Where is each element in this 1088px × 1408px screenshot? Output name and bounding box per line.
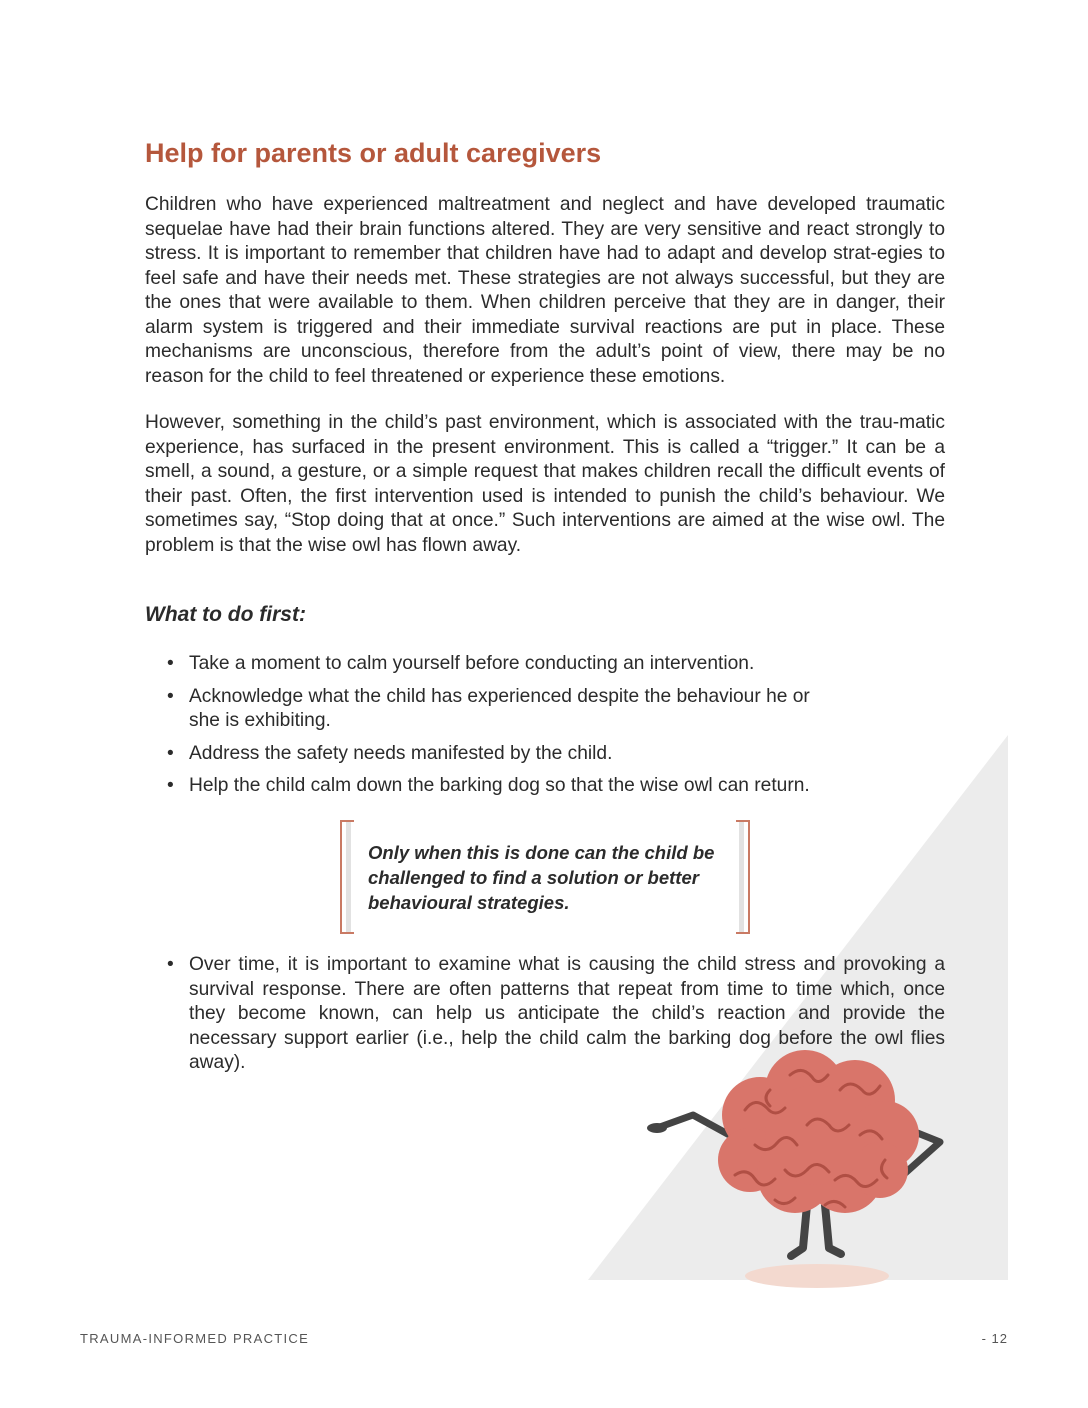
steps-list [163,652,953,807]
footer-title: TRAUMA-INFORMED PRACTICE [80,1331,310,1346]
floor-shadow [745,1264,889,1288]
callout-text: Only when this is done can the child be challenged to find a solution or better behavioural strategies. [368,842,715,913]
bullet-icon: • [167,954,174,975]
bracket-left-icon [340,820,354,934]
final-list [163,953,945,1076]
page-number: - 12 [981,1331,1008,1346]
list-item: • Help the child calm down the barking dog so that the wise owl can return. [163,774,953,799]
bullet-icon: • [167,775,174,796]
section-heading: Help for parents or adult caregivers [145,138,602,168]
bullet-icon: • [167,653,174,674]
list-item: • Acknowledge what the child has experienced despite the behaviour he or she is exhibiting. [167,685,810,731]
bullet-icon: • [167,685,174,707]
what-to-do-heading: What to do first: [145,603,306,626]
bracket-right-icon [736,820,750,934]
trigger-paragraph: However, something in the child’s past environment, which is associated with the trau-matic experience, has surfaced in the present environment. This is called a “trigger.” It can be a smell, a sound, a gesture, or a simple request that makes children recall the difficult events of their past. Often, the first intervention used is intended to punish the child’s behaviour. We sometimes say, “Stop doing that at once.” Such interventions are aimed at the wise owl. The problem is that the wise owl has flown away. [145,412,945,556]
intro-paragraph: Children who have experienced maltreatment and neglect and have developed traumatic sequelae have had their brain functions altered. They are very sensitive and react strongly to stress. It is important to remember that children have had to adapt and develop strat-egies to feel safe and have their needs met. These strategies are not always successful, but they are the ones that were available to them. When children perceive that they are in danger, their alarm system is triggered and their immediate survival reactions are put in place. These mechanisms are unconscious, therefore from the adult’s point of view, there may be no reason for the child to feel threatened or experience these emotions. [145,194,945,387]
bullet-icon: • [167,742,174,764]
callout-box [340,820,750,932]
list-item: • Over time, it is important to examine what is causing the child stress and provoking a survival response. There are often patterns that repeat from time to time which, once they become known, can help us anticipate the child’s reaction and provide the necessary support earlier (i.e., help the child calm the barking dog before the owl flies away). [167,954,945,1073]
list-item: • Take a moment to calm yourself before conducting an intervention. [163,652,953,677]
list-item: • Address the safety needs manifested by the child. [163,742,953,767]
